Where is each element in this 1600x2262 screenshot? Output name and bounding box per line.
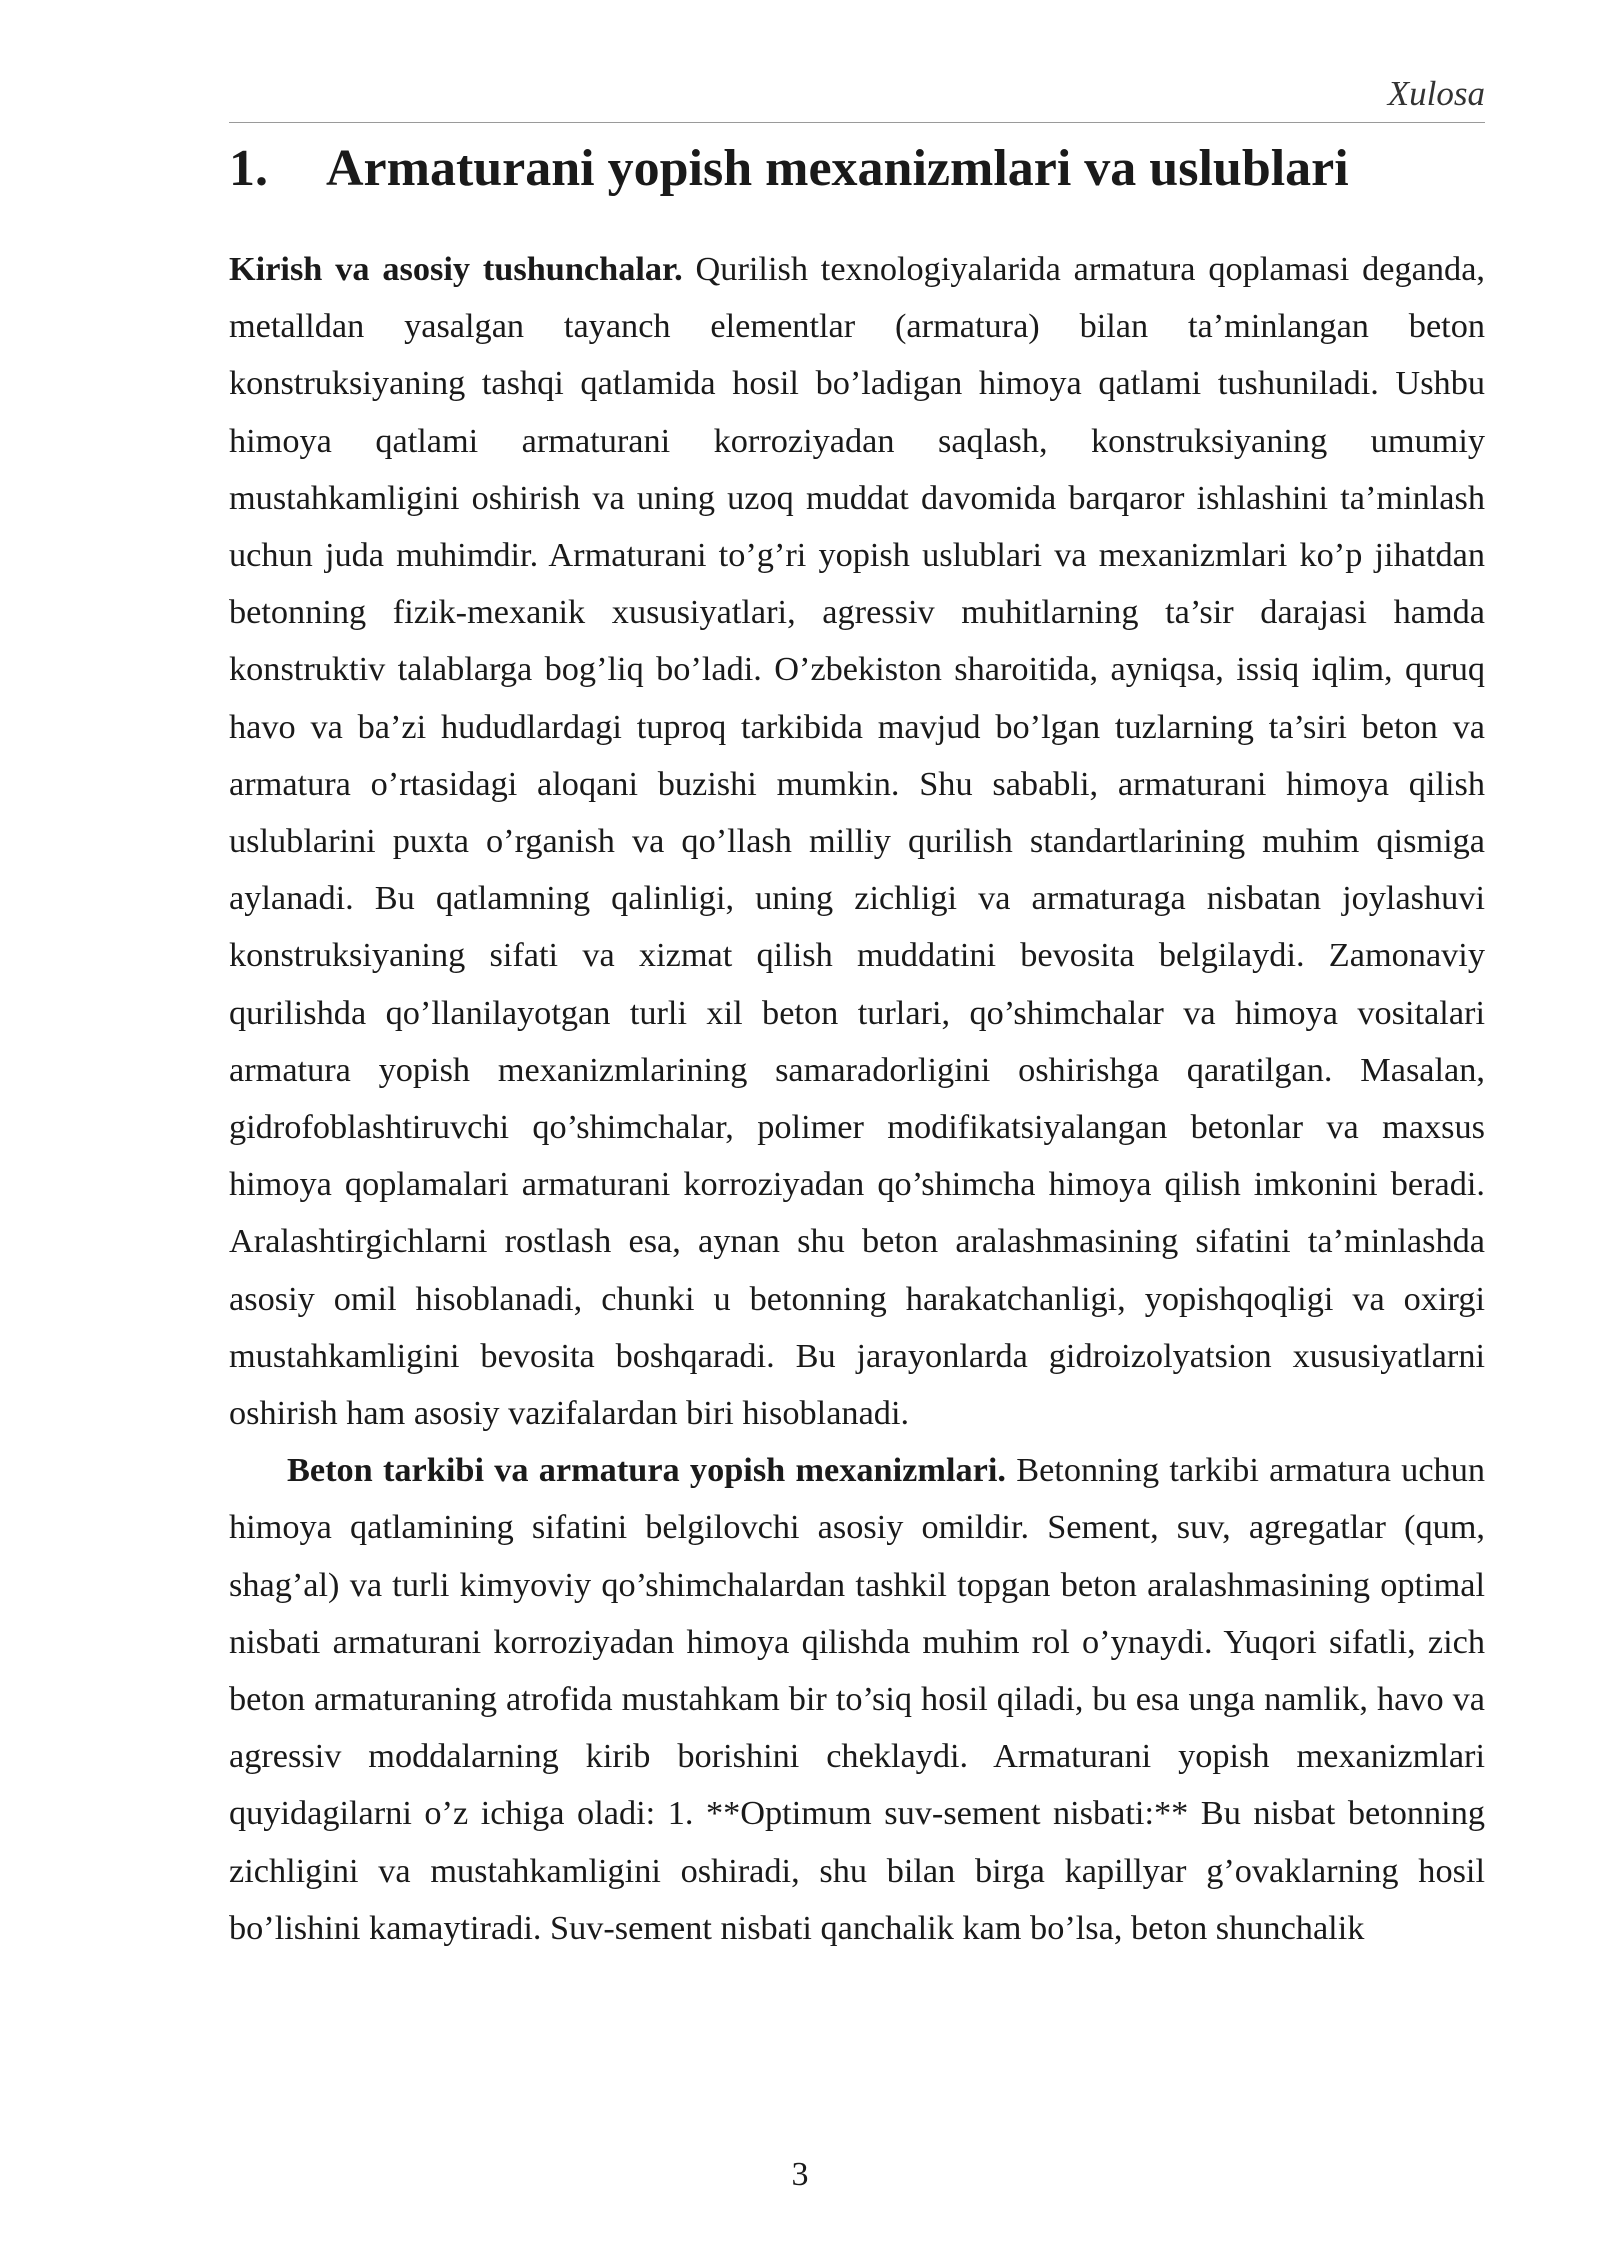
paragraph-lead: Kirish va asosiy tushunchalar.: [229, 250, 683, 288]
page-number: 3: [791, 2156, 809, 2193]
chapter-title-text: Armaturani yopish mexanizmlari va uslublari: [326, 140, 1349, 197]
paragraph-text: Qurilish texnologiyalarida armatura qoplamasi deganda, metalldan yasalgan tayanch elementlar (armatura) bilan ta’minlangan beton konstruksiyaning tashqi qatlamida hosil bo’ladigan himoya qatlami tushuniladi. Ushbu himoya qatlami armaturani korroziyadan saqlash, konstruksiyaning umumiy mustahkamligini oshirish va uning uzoq muddat davomida barqaror ishlashini ta’minlash uchun juda muhimdir. Armaturani to’g’ri yopish uslublari va mexanizmlari ko’p jihatdan betonning fizik-mexanik xususiyatlari, agressiv muhitlarning ta’sir darajasi hamda konstruktiv talablarga bog’liq bo’ladi. O’zbekiston sharoitida, ayniqsa, issiq iqlim, quruq havo va ba’zi hududlardagi tuproq tarkibida mavjud bo’lgan tuzlarning ta’siri beton va armatura o’rtasidagi aloqani buzishi mumkin. Shu sababli, armaturani himoya qilish uslublarini puxta o’rganish va qo’llash milliy qurilish standartlarining muhim qismiga aylanadi. Bu qatlamning qalinligi, uning zichligi va armaturaga nisbatan joylashuvi konstruksiyaning sifati va xizmat qilish muddatini bevosita belgilaydi. Zamonaviy qurilishda qo’llanilayotgan turli xil beton turlari, qo’shimchalar va himoya vositalari armatura yopish mexanizmlarining samaradorligini oshirishga qaratilgan. Masalan, gidrofoblashtiruvchi qo’shimchalar, polimer modifikatsiyalangan betonlar va maxsus himoya qoplamalari armaturani korroziyadan qo’shimcha himoya qilish imkonini beradi. Aralashtirgichlarni rostlash esa, aynan shu beton aralashmasining sifatini ta’minlashda asosiy omil hisoblanadi, chunki u betonning harakatchanligi, yopishqoqligi va oxirgi mustahkamligini bevosita boshqaradi. Bu jarayonlarda gidroizolyatsion xususiyatlarni oshirish ham asosiy vazifalardan biri hisoblanadi.: [229, 250, 1485, 1433]
running-header-title: Xulosa: [1387, 74, 1485, 113]
paragraph-introduction: [229, 241, 1485, 1442]
chapter-number: 1.: [229, 140, 268, 197]
chapter-title: [229, 138, 1485, 200]
running-header: [229, 72, 1485, 123]
body-text: [229, 241, 1485, 1957]
paragraph-text: Betonning tarkibi armatura uchun himoya qatlamining sifatini belgilovchi asosiy omildir. Sement, suv, agregatlar (qum, shag’al) va turli kimyoviy qo’shimchalardan tashkil topgan beton aralashmasining optimal nisbati armaturani korroziyadan himoya qilishda muhim rol o’ynaydi. Yuqori sifatli, zich beton armaturaning atrofida mustahkam bir to’siq hosil qiladi, bu esa unga namlik, havo va agressiv moddalarning kirib borishini cheklaydi. Armaturani yopish mexanizmlari quyidagilarni o’z ichiga oladi: 1. **Optimum suv-sement nisbati:** Bu nisbat betonning zichligini va mustahkamligini oshiradi, shu bilan birga kapillyar g’ovaklarning hosil bo’lishini kamaytiradi. Suv-sement nisbati qanchalik kam bo’lsa, beton shunchalik: [229, 1451, 1485, 1947]
paragraph-concrete-composition: [229, 1442, 1485, 1957]
paragraph-lead: Beton tarkibi va armatura yopish mexanizmlari.: [287, 1451, 1006, 1490]
